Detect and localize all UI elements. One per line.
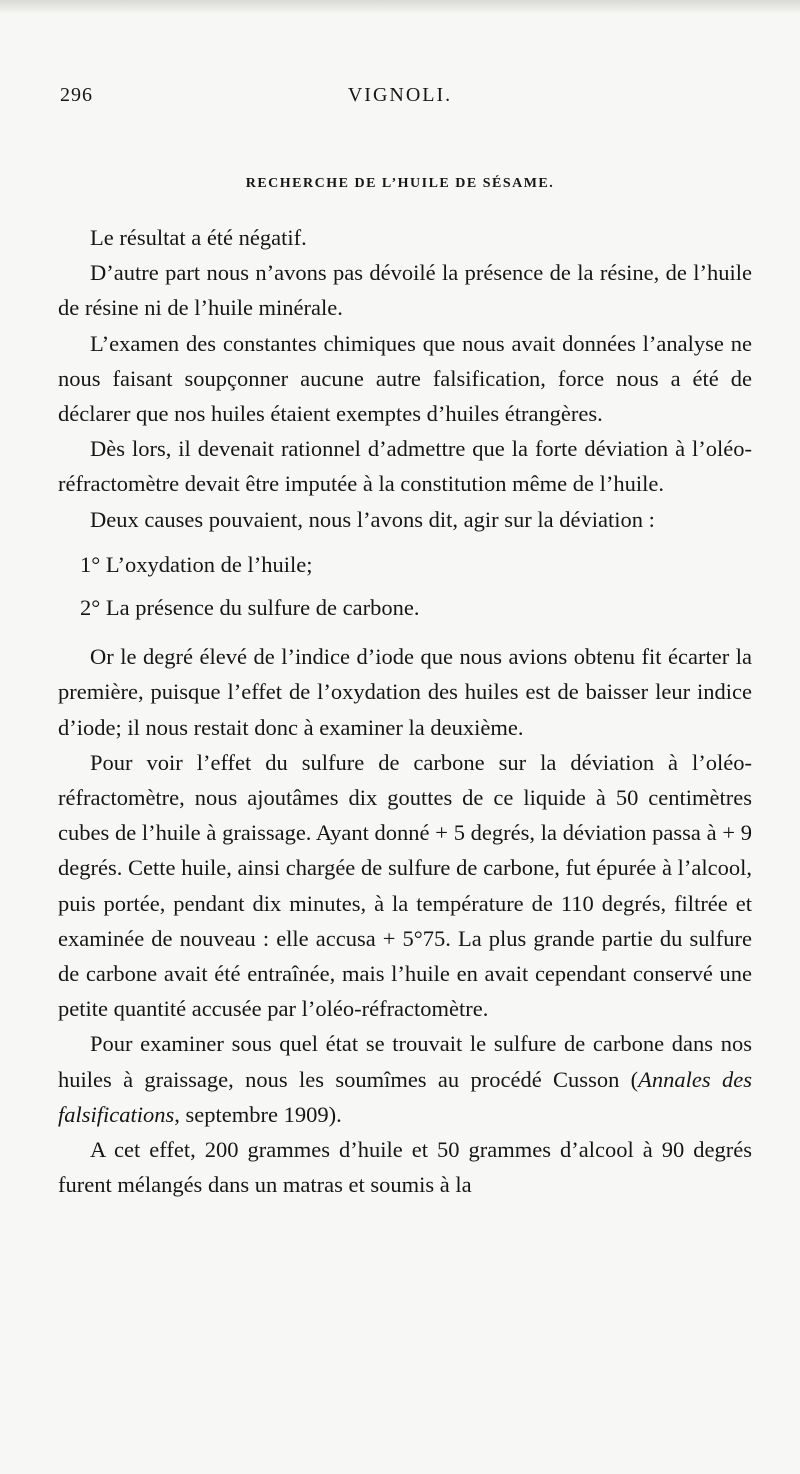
page-top-edge	[0, 0, 800, 14]
cusson-paragraph	[58, 1026, 752, 1132]
body-text	[58, 220, 752, 1202]
journal-title: Annales des falsifications	[58, 1066, 753, 1127]
list-item: 2° La présence du sulfure de carbone.	[80, 595, 420, 621]
running-title: VIGNOLI.	[347, 84, 453, 106]
page-number: 296	[60, 84, 93, 106]
paragraph: L’examen des constantes chimiques que nous avait données l’analyse ne nous faisant soupçonner aucune autre falsification, force nous a été de déclarer que nos huiles étaient exemptes d’huiles étrangères.	[58, 330, 752, 427]
cusson-text-before: Pour examiner sous quel état se trouvait le sulfure de carbone dans nos huiles à graissage, nous les soumîmes au procédé Cusson (	[58, 1031, 752, 1092]
paragraph: A cet effet, 200 grammes d’huile et 50 grammes d’alcool à 90 degrés furent mélangés dans un matras et soumis à la	[58, 1137, 752, 1198]
paragraph: Or le degré élevé de l’indice d’iode que nous avions obtenu fit écarter la première, puisque l’effet de l’oxydation des huiles est de baisser leur indice d’iode; il nous restait donc à examiner la deuxième.	[58, 644, 752, 740]
paragraph: Le résultat a été négatif.	[90, 225, 307, 250]
running-header	[0, 84, 800, 114]
list-item: 1° L’oxydation de l’huile;	[80, 551, 313, 577]
cusson-text-after: , septembre 1909).	[174, 1101, 342, 1127]
paragraph: D’autre part nous n’avons pas dévoilé la présence de la résine, de l’huile de résine ni de l’huile minérale.	[58, 260, 752, 321]
paragraph: Dès lors, il devenait rationnel d’admettre que la forte déviation à l’oléo-réfractomètre devait être imputée à la constitution même de l’huile.	[58, 436, 752, 497]
paragraph: Deux causes pouvaient, nous l’avons dit, agir sur la déviation :	[90, 506, 655, 532]
paragraph: Pour voir l’effet du sulfure de carbone sur la déviation à l’oléo-réfractomètre, nous ajoutâmes dix gouttes de ce liquide à 50 centimètres cubes de l’huile à graissage. Ayant donné + 5 degrés, la déviation passa à + 9 degrés. Cette huile, ainsi chargée de sulfure de carbone, fut épurée à l’alcool, puis portée, pendant dix minutes, à la température de 110 degrés, filtrée et examinée de nouveau : elle accusa + 5°75. La plus grande partie du sulfure de carbone avait été entraînée, mais l’huile en avait cependant conservé une petite quantité accusée par l’oléo-réfractomètre.	[58, 749, 752, 1022]
section-heading: RECHERCHE DE L’HUILE DE SÉSAME.	[245, 176, 555, 191]
